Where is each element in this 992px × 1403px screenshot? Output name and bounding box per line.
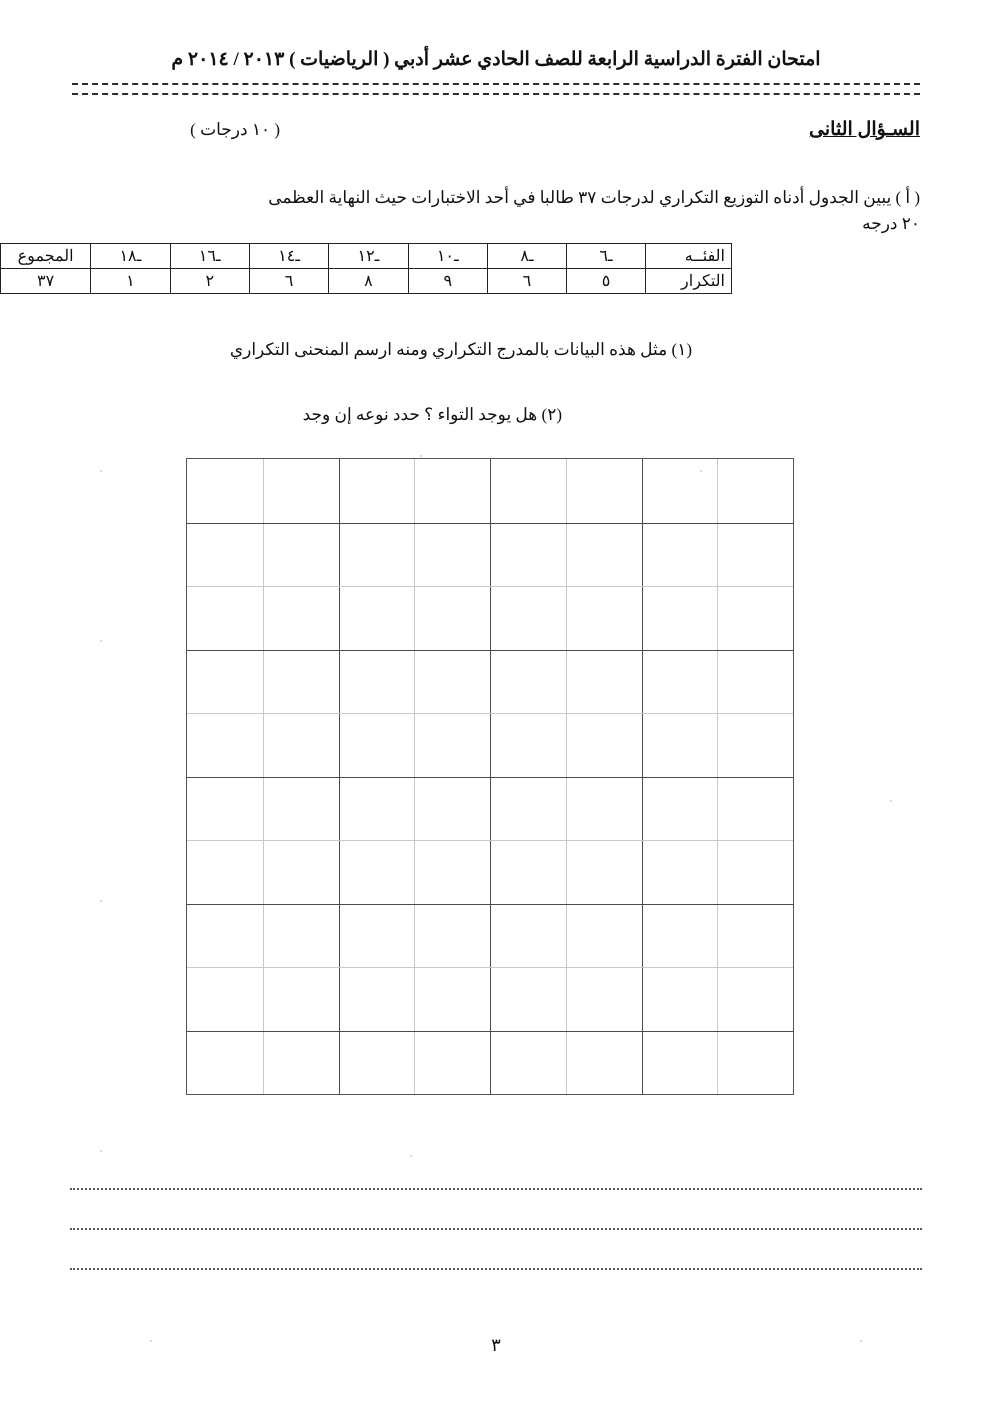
grid-line-horizontal xyxy=(187,777,793,778)
scan-speckle xyxy=(890,800,892,802)
frequency-cell: ٨ xyxy=(329,269,408,294)
scan-speckle xyxy=(860,1340,862,1342)
frequency-table xyxy=(0,243,732,294)
row-header-class: الفئــه xyxy=(646,244,732,269)
total-header: المجموع xyxy=(1,244,91,269)
class-cell: ـ٦ xyxy=(567,244,646,269)
page-title: امتحان الفترة الدراسية الرابعة للصف الحادي عشر أدبي ( الرياضيات ) ٢٠١٣ / ٢٠١٤ م xyxy=(171,49,821,70)
class-cell: ـ١٠ xyxy=(408,244,487,269)
scan-speckle xyxy=(100,470,102,472)
grid-line-horizontal xyxy=(187,967,793,968)
scan-speckle xyxy=(700,470,702,472)
class-cell: ـ٨ xyxy=(487,244,566,269)
question-header xyxy=(72,118,920,148)
frequency-table-wrapper xyxy=(0,243,732,294)
question-title: السـؤال الثانى xyxy=(809,119,920,140)
row-header-frequency: التكرار xyxy=(646,269,732,294)
class-cell: ـ١٨ xyxy=(91,244,170,269)
scan-speckle xyxy=(150,1340,152,1342)
scan-speckle xyxy=(410,1155,412,1157)
page-number: ٣ xyxy=(491,1335,501,1355)
part-a-line2: ٢٠ درجه xyxy=(862,213,920,233)
frequency-cell: ٥ xyxy=(567,269,646,294)
answer-line[interactable] xyxy=(70,1230,922,1270)
frequency-cell: ٢ xyxy=(170,269,249,294)
frequency-cell: ٦ xyxy=(249,269,328,294)
part-a-text xyxy=(72,185,920,236)
class-cell: ـ١٢ xyxy=(329,244,408,269)
sub-question-2: (٢) هل يوجد التواء ؟ حدد نوعه إن وجد xyxy=(302,405,562,424)
grid-line-horizontal xyxy=(187,650,793,651)
class-cell: ـ١٦ xyxy=(170,244,249,269)
total-value: ٣٧ xyxy=(1,269,91,294)
table-row xyxy=(1,269,732,294)
question-marks: ( ١٠ درجات ) xyxy=(190,120,280,139)
frequency-cell: ٦ xyxy=(487,269,566,294)
answer-line[interactable] xyxy=(70,1190,922,1230)
grid-line-horizontal xyxy=(187,586,793,587)
scan-speckle xyxy=(100,900,102,902)
answer-area xyxy=(70,1150,922,1270)
frequency-cell: ١ xyxy=(91,269,170,294)
grid-line-horizontal xyxy=(187,713,793,714)
scan-speckle xyxy=(100,640,102,642)
answer-line[interactable] xyxy=(70,1150,922,1190)
grid-line-horizontal xyxy=(187,523,793,524)
table-row xyxy=(1,244,732,269)
header-divider xyxy=(72,83,920,95)
scan-speckle xyxy=(100,1150,102,1152)
grid-line-horizontal xyxy=(187,904,793,905)
part-a-line1: ( أ ) يبين الجدول أدناه التوزيع التكراري لدرجات ٣٧ طالبا في أحد الاختبارات حيث النهاية العظمى xyxy=(268,188,920,207)
sub-question-1: (١) مثل هذه البيانات بالمدرج التكراري ومنه ارسم المنحنى التكراري xyxy=(229,340,692,359)
grid-line-horizontal xyxy=(187,840,793,841)
blank-graph-grid xyxy=(186,458,794,1095)
frequency-cell: ٩ xyxy=(408,269,487,294)
grid-line-horizontal xyxy=(187,1031,793,1032)
scan-speckle xyxy=(420,455,422,457)
class-cell: ـ١٤ xyxy=(249,244,328,269)
